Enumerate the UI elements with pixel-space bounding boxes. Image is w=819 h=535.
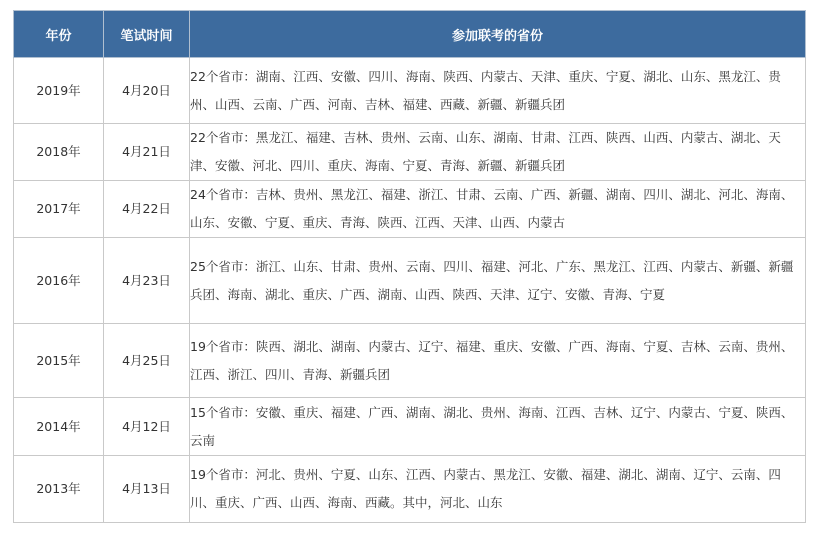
cell-exam-date: 4月12日 xyxy=(104,398,190,456)
header-exam-date: 笔试时间 xyxy=(104,11,190,58)
cell-provinces: 25个省市：浙江、山东、甘肃、贵州、云南、四川、福建、河北、广东、黑龙江、江西、内蒙古、新疆、新疆兵团、海南、湖北、重庆、广西、湖南、山西、陕西、天津、辽宁、安徽、青海、宁夏 xyxy=(190,238,806,324)
cell-provinces: 19个省市：河北、贵州、宁夏、山东、江西、内蒙古、黑龙江、安徽、福建、湖北、湖南、辽宁、云南、四川、重庆、广西、山西、海南、西藏。其中，河北、山东 xyxy=(190,456,806,523)
exam-schedule-table xyxy=(13,10,806,523)
cell-exam-date: 4月21日 xyxy=(104,124,190,181)
cell-provinces: 22个省市：黑龙江、福建、吉林、贵州、云南、山东、湖南、甘肃、江西、陕西、山西、内蒙古、湖北、天津、安徽、河北、四川、重庆、海南、宁夏、青海、新疆、新疆兵团 xyxy=(190,124,806,181)
exam-schedule-container xyxy=(13,10,805,523)
cell-provinces: 24个省市：吉林、贵州、黑龙江、福建、浙江、甘肃、云南、广西、新疆、湖南、四川、湖北、河北、海南、山东、安徽、宁夏、重庆、青海、陕西、江西、天津、山西、内蒙古 xyxy=(190,181,806,238)
cell-year: 2018年 xyxy=(14,124,104,181)
cell-year: 2019年 xyxy=(14,58,104,124)
header-year: 年份 xyxy=(14,11,104,58)
cell-provinces: 22个省市：湖南、江西、安徽、四川、海南、陕西、内蒙古、天津、重庆、宁夏、湖北、山东、黑龙江、贵州、山西、云南、广西、河南、吉林、福建、西藏、新疆、新疆兵团 xyxy=(190,58,806,124)
cell-exam-date: 4月13日 xyxy=(104,456,190,523)
table-row xyxy=(14,124,806,181)
cell-year: 2013年 xyxy=(14,456,104,523)
table-row xyxy=(14,456,806,523)
table-row xyxy=(14,398,806,456)
header-row xyxy=(14,11,806,58)
cell-exam-date: 4月23日 xyxy=(104,238,190,324)
cell-year: 2016年 xyxy=(14,238,104,324)
table-row xyxy=(14,58,806,124)
cell-provinces: 19个省市：陕西、湖北、湖南、内蒙古、辽宁、福建、重庆、安徽、广西、海南、宁夏、吉林、云南、贵州、江西、浙江、四川、青海、新疆兵团 xyxy=(190,324,806,398)
cell-year: 2014年 xyxy=(14,398,104,456)
cell-exam-date: 4月20日 xyxy=(104,58,190,124)
cell-year: 2017年 xyxy=(14,181,104,238)
table-row xyxy=(14,238,806,324)
header-provinces: 参加联考的省份 xyxy=(190,11,806,58)
cell-provinces: 15个省市：安徽、重庆、福建、广西、湖南、湖北、贵州、海南、江西、吉林、辽宁、内蒙古、宁夏、陕西、云南 xyxy=(190,398,806,456)
table-row xyxy=(14,181,806,238)
table-row xyxy=(14,324,806,398)
cell-year: 2015年 xyxy=(14,324,104,398)
cell-exam-date: 4月25日 xyxy=(104,324,190,398)
cell-exam-date: 4月22日 xyxy=(104,181,190,238)
